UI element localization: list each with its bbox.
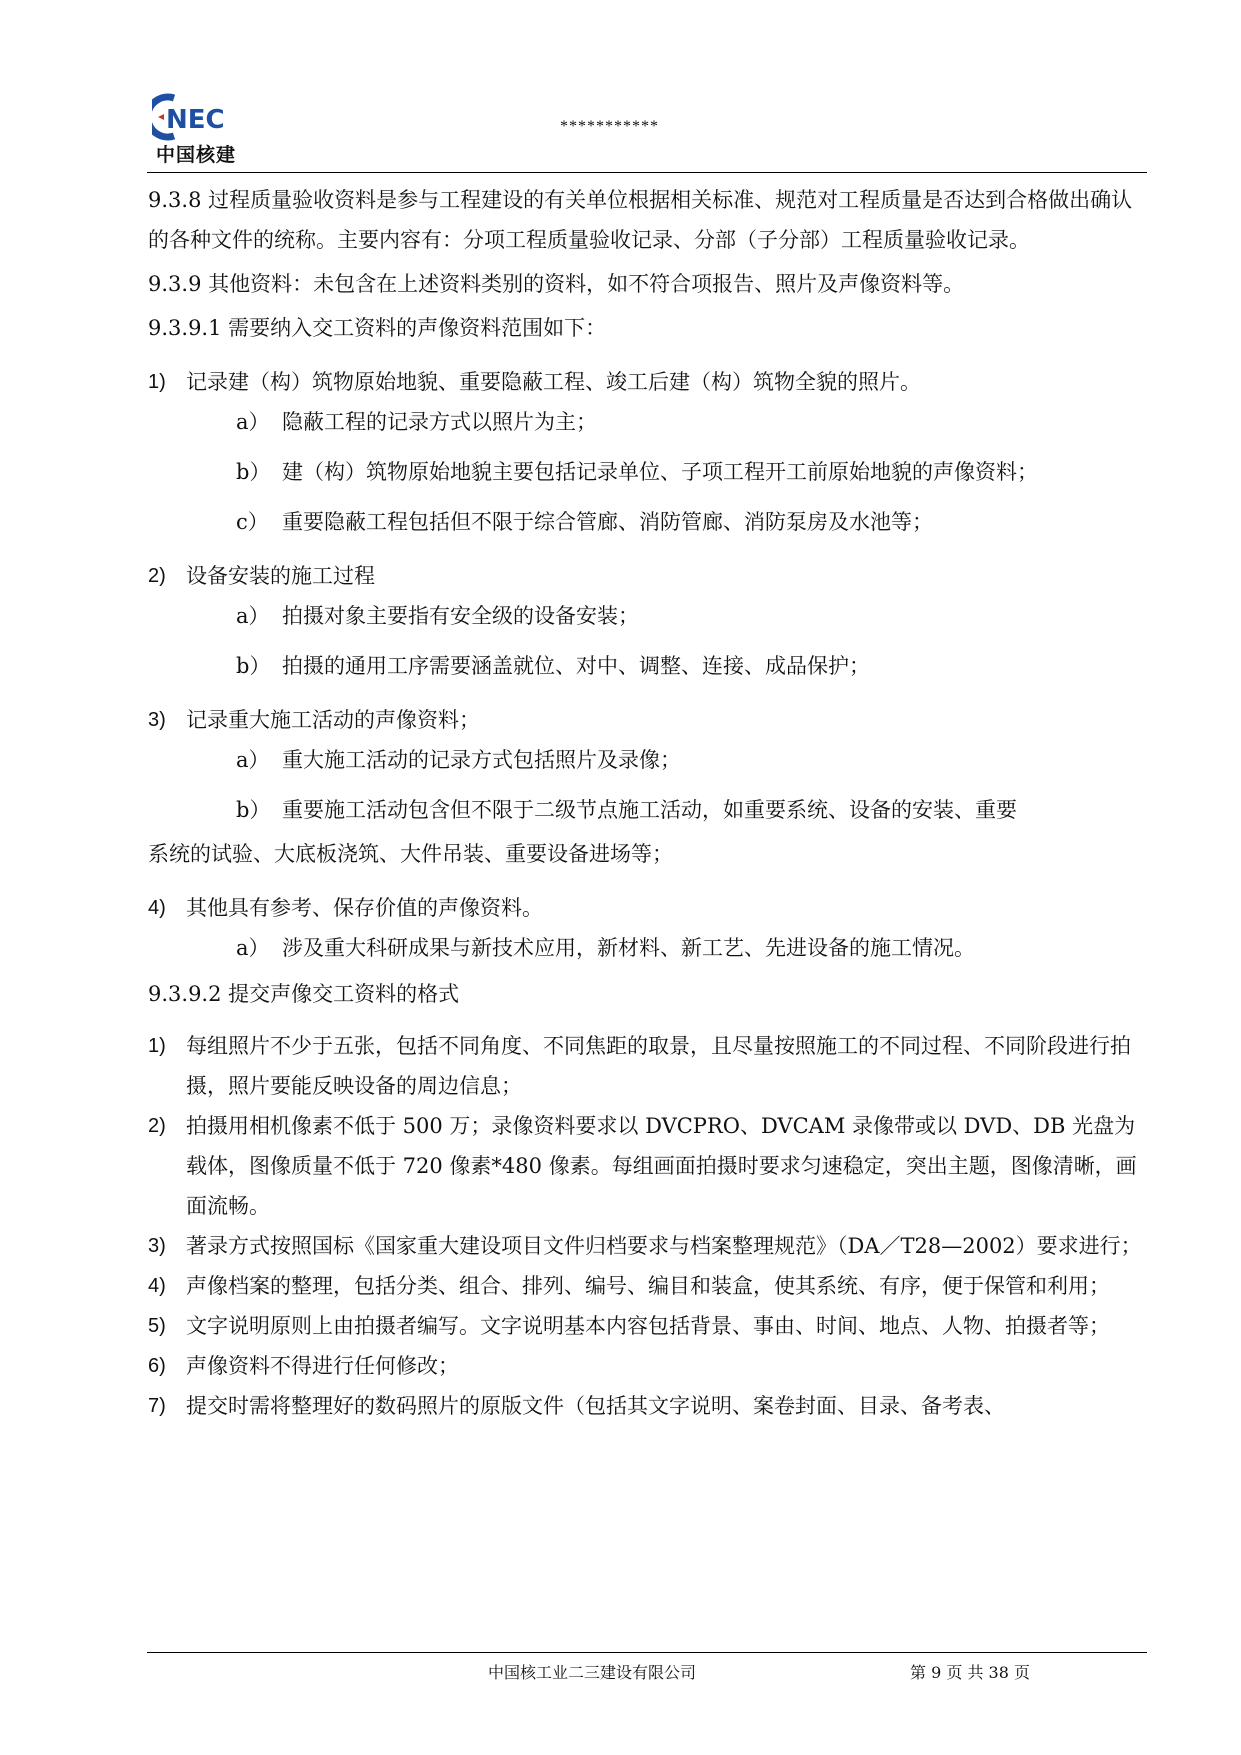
sub-text: 重要隐蔽工程包括但不限于综合管廊、消防管廊、消防泵房及水池等； xyxy=(282,510,933,534)
list-number: 3) xyxy=(148,709,166,731)
list-item xyxy=(148,1226,1148,1266)
sub-mark: a） xyxy=(236,604,270,628)
list-number: 1) xyxy=(148,371,166,393)
sub-item xyxy=(148,646,1148,686)
list-item xyxy=(148,700,1148,740)
format-list xyxy=(148,1026,1148,1426)
paragraph-9-3-9-1: 9.3.9.1 需要纳入交工资料的声像资料范围如下： xyxy=(148,316,607,340)
list-number: 6) xyxy=(148,1355,166,1377)
list-text: 提交时需将整理好的数码照片的原版文件（包括其文字说明、案卷封面、目录、备考表、 xyxy=(186,1394,1005,1418)
list-text: 设备安装的施工过程 xyxy=(186,564,375,588)
list-text: 其他具有参考、保存价值的声像资料。 xyxy=(186,896,543,920)
list-text: 声像资料不得进行任何修改； xyxy=(186,1354,459,1378)
footer-page-info: 第 9 页 共 38 页 xyxy=(910,1663,1030,1682)
list-text: 文字说明原则上由拍摄者编写。文字说明基本内容包括背景、事由、时间、地点、人物、拍摄者等； xyxy=(186,1314,1110,1338)
list-item xyxy=(148,1386,1148,1426)
sub-item-continuation: 系统的试验、大底板浇筑、大件吊装、重要设备进场等； xyxy=(148,842,673,866)
paragraph-9-3-9: 9.3.9 其他资料：未包含在上述资料类别的资料，如不符合项报告、照片及声像资料等。 xyxy=(148,272,965,296)
sub-mark: a） xyxy=(236,410,270,434)
list-text: 记录建（构）筑物原始地貌、重要隐蔽工程、竣工后建（构）筑物全貌的照片。 xyxy=(186,370,921,394)
sub-item xyxy=(148,740,1148,780)
list-number: 7) xyxy=(148,1395,166,1417)
sub-text: 拍摄对象主要指有安全级的设备安装； xyxy=(282,604,639,628)
list-text: 拍摄用相机像素不低于 500 万；录像资料要求以 DVCPRO、DVCAM 录像带或以 DVD、DB 光盘为载体，图像质量不低于 720 像素*480 像素。每组画面拍摄时要求匀速稳定，突出主题，图像清晰，画面流畅。 xyxy=(186,1114,1137,1218)
sub-mark: b） xyxy=(236,798,271,822)
sub-mark: a） xyxy=(236,936,270,960)
list-number: 5) xyxy=(148,1315,166,1337)
sub-mark: a） xyxy=(236,748,270,772)
sub-mark: c） xyxy=(236,510,269,534)
logo-company-name: 中国核建 xyxy=(156,144,237,166)
sub-text: 涉及重大科研成果与新技术应用，新材料、新工艺、先进设备的施工情况。 xyxy=(282,936,975,960)
list-number: 4) xyxy=(148,1275,166,1297)
footer-rule xyxy=(147,1652,1147,1653)
sub-mark: b） xyxy=(236,654,271,678)
footer-company: 中国核工业二三建设有限公司 xyxy=(488,1663,697,1682)
cnec-logo-mark xyxy=(152,92,242,142)
list-item xyxy=(148,556,1148,596)
list-text: 每组照片不少于五张，包括不同角度、不同焦距的取景，且尽量按照施工的不同过程、不同阶段进行拍摄，照片要能反映设备的周边信息； xyxy=(186,1034,1131,1098)
list-item xyxy=(148,1346,1148,1386)
list-text: 声像档案的整理，包括分类、组合、排列、编号、编目和装盒，使其系统、有序，便于保管和利用； xyxy=(186,1274,1110,1298)
sub-item xyxy=(148,790,1148,830)
paragraph-9-3-9-2: 9.3.9.2 提交声像交工资料的格式 xyxy=(148,982,460,1006)
header-center-text: *********** xyxy=(560,118,659,135)
list-item xyxy=(148,362,1148,402)
sub-text: 拍摄的通用工序需要涵盖就位、对中、调整、连接、成品保护； xyxy=(282,654,870,678)
sub-item xyxy=(148,596,1148,636)
sub-item xyxy=(148,402,1148,442)
document-body xyxy=(148,180,1148,1426)
sub-item xyxy=(148,452,1148,492)
list-number: 2) xyxy=(148,565,166,587)
list-item xyxy=(148,1306,1148,1346)
sub-text: 隐蔽工程的记录方式以照片为主； xyxy=(282,410,597,434)
sub-text: 重要施工活动包含但不限于二级节点施工活动，如重要系统、设备的安装、重要 xyxy=(282,798,1017,822)
sub-mark: b） xyxy=(236,460,271,484)
list-number: 4) xyxy=(148,897,166,919)
list-item xyxy=(148,1106,1148,1226)
list-number: 2) xyxy=(148,1115,166,1137)
list-text: 记录重大施工活动的声像资料； xyxy=(186,708,480,732)
list-item xyxy=(148,1026,1148,1106)
list-number: 1) xyxy=(148,1035,166,1057)
sub-text: 建（构）筑物原始地貌主要包括记录单位、子项工程开工前原始地貌的声像资料； xyxy=(282,460,1038,484)
sub-item xyxy=(148,502,1148,542)
sub-item xyxy=(148,928,1148,968)
svg-text:NEC: NEC xyxy=(166,105,225,135)
header-rule xyxy=(147,172,1147,173)
list-item xyxy=(148,1266,1148,1306)
sub-text: 重大施工活动的记录方式包括照片及录像； xyxy=(282,748,681,772)
paragraph-9-3-8: 9.3.8 过程质量验收资料是参与工程建设的有关单位根据相关标准、规范对工程质量是否达到合格做出确认的各种文件的统称。主要内容有：分项工程质量验收记录、分部（子分部）工程质量验收记录。 xyxy=(148,188,1133,252)
list-text: 著录方式按照国标《国家重大建设项目文件归档要求与档案整理规范》（DA／T28—2002）要求进行； xyxy=(186,1234,1142,1258)
list-item xyxy=(148,888,1148,928)
list-number: 3) xyxy=(148,1235,166,1257)
